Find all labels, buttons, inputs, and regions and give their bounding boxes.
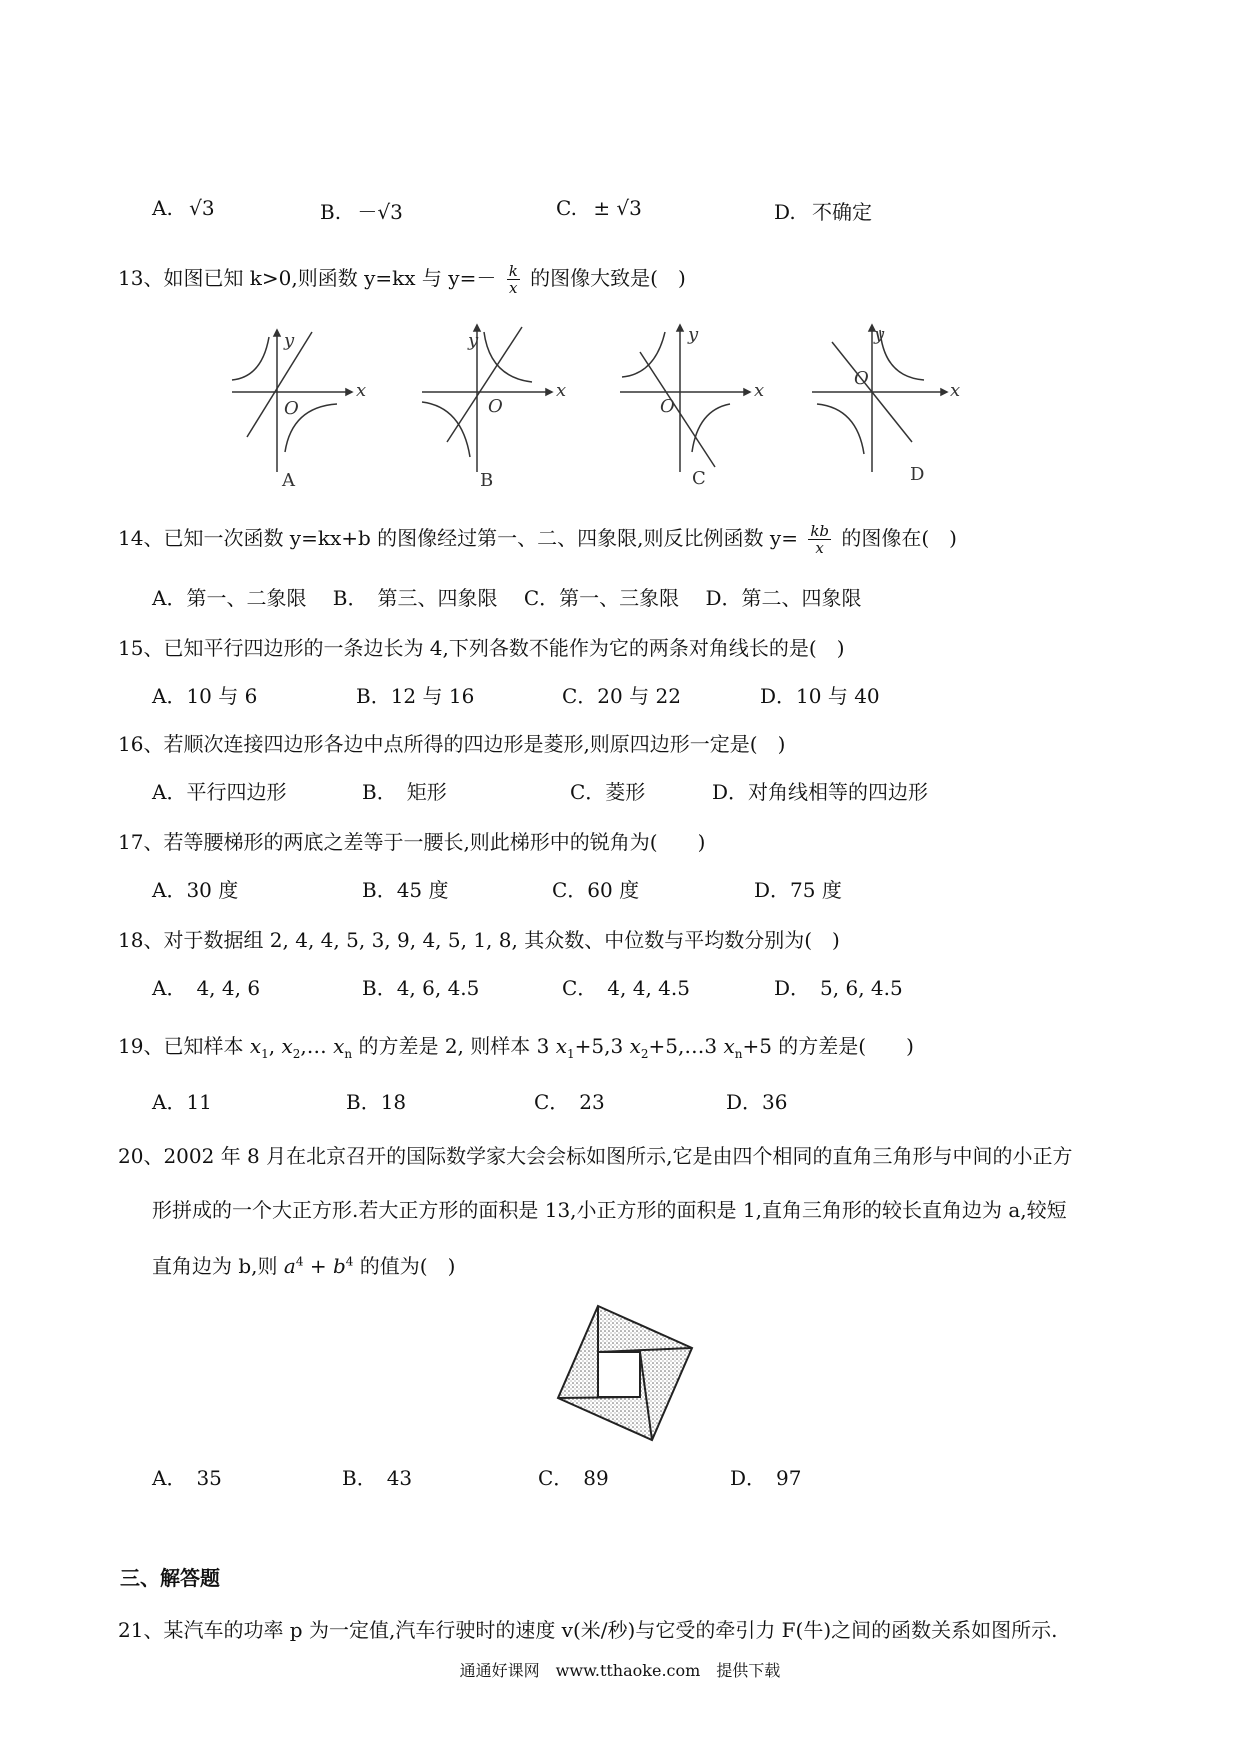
q20-figure [552,1302,702,1442]
fraction [808,523,831,557]
question-text-end: +5 的方差是( ) [742,1034,914,1058]
term: +5,3 [574,1034,624,1058]
triangle-edge [558,1397,640,1398]
q18-option-b: B．4, 6, 4.5 [362,976,480,1000]
q17-option-c: C．60 度 [552,878,640,902]
q12-option-b [320,196,403,225]
question-15: 15、已知平行四边形的一条边长为 4,下列各数不能作为它的两条对角线长的是( ) [118,636,845,660]
question-14 [118,522,957,557]
q17-option-d: D．75 度 [754,878,842,902]
question-21: 21、某汽车的功率 p 为一定值,汽车行驶时的速度 v(米/秒)与它受的牵引力 F(牛)之间的函数关系如图所示. [118,1618,1058,1642]
q18-option-a: A． 4, 4, 6 [152,976,261,1000]
axis-y-label: y [874,324,885,345]
variable: x [281,1034,293,1058]
hyperbola-branch-1 [232,337,269,380]
hyperbola-branch-1 [880,330,924,380]
question-13 [118,262,686,297]
q18-option-d: D． 5, 6, 4.5 [774,976,903,1000]
fraction-denominator: x [815,539,824,557]
axis-y-label: y [688,324,699,345]
q15-option-a: A．10 与 6 [152,684,258,708]
variable-b: b [332,1254,346,1278]
subscript: 1 [567,1047,575,1061]
variable: x [629,1034,641,1058]
origin-label: O [284,398,299,419]
subscript: n [344,1047,353,1061]
subscript: 2 [292,1047,301,1061]
question-20-line-3 [152,1250,455,1279]
graph-caption-c: C [692,468,706,489]
zhao-shuang-diagram [552,1302,702,1442]
question-16: 16、若顺次连接四边形各边中点所得的四边形是菱形,则原四边形一定是( ) [118,732,786,756]
variable: x [723,1034,735,1058]
ellipsis: ,… [300,1034,334,1058]
q18-option-c: C． 4, 4, 4.5 [562,976,690,1000]
graph-c [620,325,750,472]
question-text-end: 的图像在( ) [841,526,957,550]
fraction-numerator: k [508,261,518,280]
q17-option-b: B．45 度 [362,878,449,902]
variable: x [555,1034,567,1058]
q20-option-c: C． 89 [538,1466,609,1490]
option-value: 不确定 [812,200,873,224]
q12-option-c [556,196,642,220]
separator: , [268,1034,276,1058]
q17-option-a: A．30 度 [152,878,239,902]
q15-option-c: C．20 与 22 [562,684,681,708]
axis-x-label: x [356,380,367,401]
q19-option-a: A．11 [152,1090,212,1114]
question-text: 14、已知一次函数 y=kx+b 的图像经过第一、二、四象限,则反比例函数 y= [118,526,798,550]
axis-x-label: x [754,380,765,401]
exponent: 4 [345,1254,354,1269]
section-heading: 三、解答题 [120,1566,220,1590]
graph-d [812,325,947,472]
x-axis-arrow [546,389,552,395]
fraction-denominator: x [509,279,518,297]
q19-option-d: D．36 [726,1090,788,1114]
option-value: √3 [189,196,215,220]
line-kx [247,332,312,437]
q16-option-a: A．平行四边形 [152,780,287,804]
graph-caption-a: A [282,470,295,491]
question-text-end: 的图像大致是( ) [530,266,686,290]
hyperbola-branch-2 [422,402,470,457]
q19-option-b: B．18 [346,1090,407,1114]
y-axis-arrow [274,330,280,336]
page-footer: 通通好课网 www.tthaoke.com 提供下载 [459,1661,781,1680]
question-text-mid: 的方差是 2, 则样本 3 [358,1034,550,1058]
q16-option-b: B． 矩形 [362,780,447,804]
x-axis-arrow [346,389,352,395]
exponent: 4 [295,1254,304,1269]
graph-caption-d: D [910,464,925,485]
y-axis-arrow [677,325,683,331]
hyperbola-branch-2 [817,404,864,454]
variable: x [333,1034,345,1058]
q13-graphs [222,322,1022,492]
question-20-line-2: 形拼成的一个大正方形.若大正方形的面积是 13,小正方形的面积是 1,直角三角形的较长直角边为 a,较短 [152,1198,1067,1222]
question-18: 18、对于数据组 2, 4, 4, 5, 3, 9, 4, 5, 1, 8, 其众数、中位数与平均数分别为( ) [118,928,840,952]
plus-sign: + [309,1254,327,1278]
term: +5,…3 [648,1034,718,1058]
fraction [507,263,520,297]
graph-caption-b: B [480,470,494,491]
q20-option-b: B． 43 [342,1466,413,1490]
q16-option-d: D．对角线相等的四边形 [712,780,929,804]
subscript: 1 [261,1047,269,1061]
x-axis-arrow [941,389,947,395]
q14-options: A．第一、二象限 B． 第三、四象限 C．第一、三象限 D．第二、四象限 [152,586,862,610]
question-text: 直角边为 b,则 [152,1254,278,1278]
origin-label: O [660,396,675,417]
q19-option-c: C． 23 [534,1090,605,1114]
axis-x-label: x [556,380,567,401]
question-17: 17、若等腰梯形的两底之差等于一腰长,则此梯形中的锐角为( ) [118,830,706,854]
hyperbola-branch-1 [622,332,665,377]
q12-option-d [774,196,872,225]
question-text-end: 的值为( ) [359,1254,456,1278]
q16-option-c: C．菱形 [570,780,646,804]
axis-x-label: x [950,380,961,401]
q20-option-a: A． 35 [152,1466,222,1490]
q15-option-b: B．12 与 16 [356,684,475,708]
axis-y-label: y [468,330,479,351]
variable: x [249,1034,262,1058]
option-label: D. [774,200,796,224]
subscript: n [734,1047,743,1061]
variable-a: a [283,1254,296,1278]
hyperbola-branch-2 [692,404,730,452]
x-axis-arrow [744,389,750,395]
option-label: B. [320,200,342,224]
line-kx [640,352,715,467]
fraction-numerator: kb [810,521,830,540]
q20-option-d: D． 97 [730,1466,802,1490]
question-text: 13、如图已知 k>0,则函数 y=kx 与 y=－ [118,266,497,290]
option-value: ± √3 [593,196,642,220]
option-label: C. [556,196,577,220]
question-20-line-1: 20、2002 年 8 月在北京召开的国际数学家大会会标如图所示,它是由四个相同的直角三角形与中间的小正方 [118,1144,1073,1168]
graph-b [422,325,552,472]
origin-label: O [854,368,869,389]
question-19 [118,1030,914,1061]
inner-square [598,1352,640,1397]
question-text: 19、已知样本 [118,1034,244,1058]
option-value: －√3 [357,200,403,224]
origin-label: O [488,396,503,417]
q12-option-a [152,196,215,220]
q15-option-d: D．10 与 40 [760,684,880,708]
option-label: A. [152,196,173,220]
subscript: 2 [640,1047,649,1061]
axis-y-label: y [284,330,295,351]
function-graphs [222,322,1022,492]
